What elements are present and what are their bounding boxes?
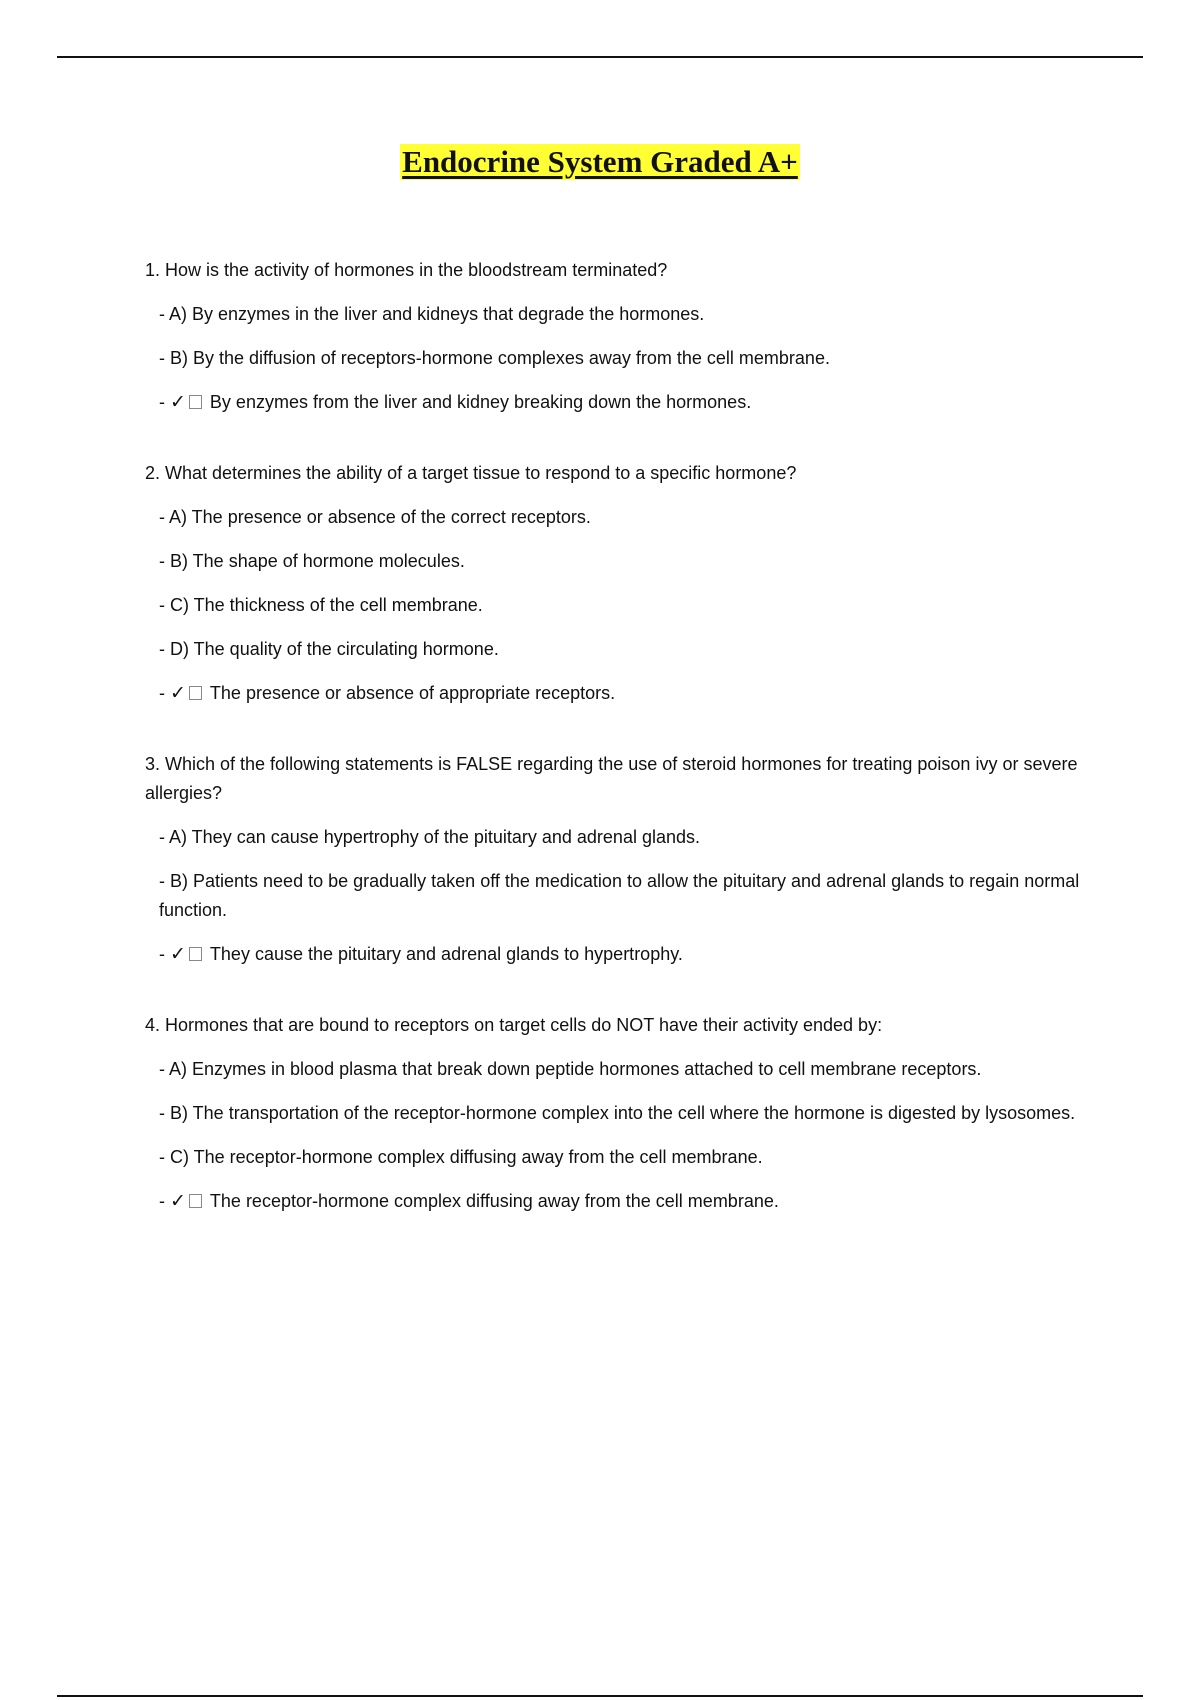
answer-prefix: - [159, 683, 170, 703]
checkbox-icon [189, 686, 202, 700]
question-1 [145, 256, 1090, 417]
option-c: - C) The thickness of the cell membrane. [159, 595, 483, 615]
question-text: 1. How is the activity of hormones in the bloodstream terminated? [145, 260, 668, 280]
check-icon: ✓ [170, 1191, 186, 1212]
checkbox-icon [189, 947, 202, 961]
option-b: - B) The shape of hormone molecules. [159, 551, 465, 571]
answer-text: The presence or absence of appropriate receptors. [209, 683, 616, 703]
question-text: 3. Which of the following statements is FALSE regarding the use of steroid hormones for treating poison ivy or severe allergies? [145, 754, 1078, 803]
option-a: - A) Enzymes in blood plasma that break down peptide hormones attached to cell membrane receptors. [159, 1059, 982, 1079]
correct-answer [145, 388, 1090, 417]
question-3 [145, 750, 1090, 969]
answer-text: By enzymes from the liver and kidney breaking down the hormones. [209, 392, 752, 412]
answer-prefix: - [159, 944, 170, 964]
checkbox-icon [189, 1194, 202, 1208]
option-b: - B) The transportation of the receptor-hormone complex into the cell where the hormone is digested by lysosomes. [159, 1103, 1076, 1123]
option-a: - A) By enzymes in the liver and kidneys that degrade the hormones. [159, 304, 705, 324]
answer-prefix: - [159, 1191, 170, 1211]
question-text: 4. Hormones that are bound to receptors on target cells do NOT have their activity ended by: [145, 1015, 883, 1035]
correct-answer [145, 940, 1090, 969]
header-rule [57, 56, 1143, 58]
option-d: - D) The quality of the circulating hormone. [159, 639, 499, 659]
page-title: Endocrine System Graded A+ [402, 144, 798, 179]
option-b: - B) Patients need to be gradually taken off the medication to allow the pituitary and adrenal glands to regain normal function. [159, 871, 1080, 920]
question-2 [145, 459, 1090, 708]
footer-rule [57, 1695, 1143, 1697]
check-icon: ✓ [170, 683, 186, 704]
title-container [0, 144, 1200, 180]
check-icon: ✓ [170, 944, 186, 965]
option-a: - A) They can cause hypertrophy of the pituitary and adrenal glands. [159, 827, 700, 847]
answer-text: The receptor-hormone complex diffusing away from the cell membrane. [209, 1191, 779, 1211]
check-icon: ✓ [170, 392, 186, 413]
option-b: - B) By the diffusion of receptors-hormone complexes away from the cell membrane. [159, 348, 830, 368]
correct-answer [145, 1187, 1090, 1216]
option-a: - A) The presence or absence of the correct receptors. [159, 507, 591, 527]
question-list [145, 256, 1090, 1258]
checkbox-icon [189, 395, 202, 409]
question-text: 2. What determines the ability of a target tissue to respond to a specific hormone? [145, 463, 797, 483]
correct-answer [145, 679, 1090, 708]
answer-text: They cause the pituitary and adrenal glands to hypertrophy. [209, 944, 683, 964]
answer-prefix: - [159, 392, 170, 412]
option-c: - C) The receptor-hormone complex diffusing away from the cell membrane. [159, 1147, 763, 1167]
question-4 [145, 1011, 1090, 1216]
